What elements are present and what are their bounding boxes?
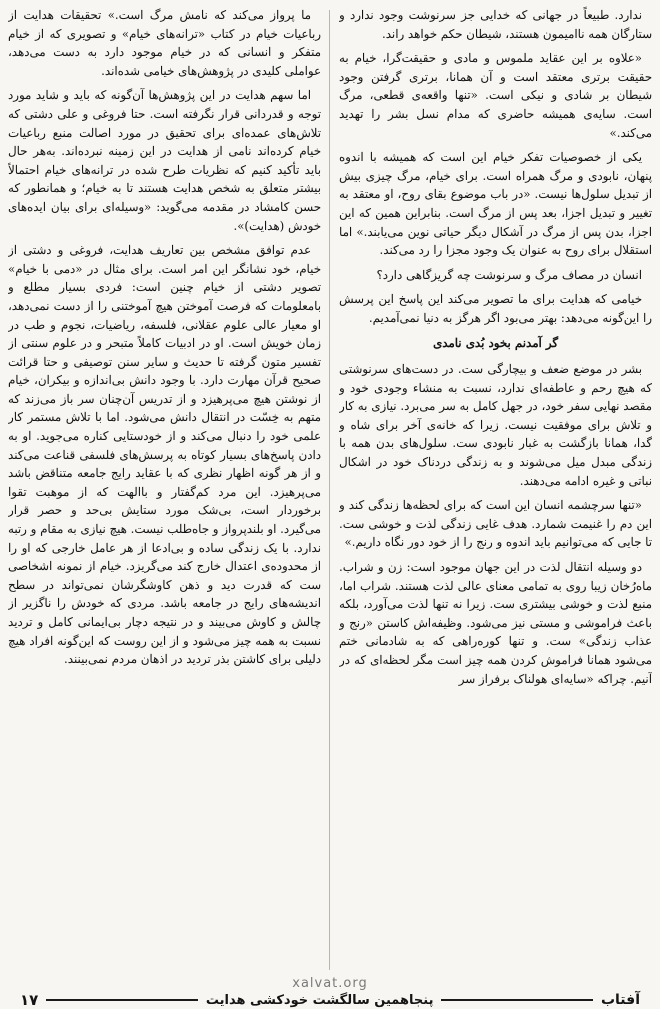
magazine-title: آفتاب [600, 992, 640, 1008]
paragraph: یکی از خصوصیات تفکر خیام این است که همیشه با اندوه پنهان، نابودی و مرگ همراه است. برای خیام، مرگ چیزی بیش از تبدیل سلول‌ها نیست. «در باب موضوع بقای روح، او معتقد به تغییر و تبدیل اجزا، بعد پس از مرگ است. بنابراین همین که این اجزا، بدن پس از مرگ در آشکال دیگر حیاتی نوین می‌یابند.» اما استقلال برای روح به عنوان یک وجود مجزا را رد می‌کند. [339, 150, 652, 258]
running-title: پنجاهمین سالگشت خودکشی هدایت [205, 992, 434, 1008]
footer-bar [20, 992, 640, 1008]
paragraph: خیامی که هدایت برای ما تصویر می‌کند این پاسخ این پرسش را این‌گونه می‌دهد: بهتر می‌بود اگر هرگز به دنیا نمی‌آمدیم. [339, 292, 652, 325]
paragraph: «تنها سرچشمه انسان این است که برای لحظه‌ها زندگی کند و این دم را غنیمت شمارد. هدف غایی زندگی لذت و خوشی ست. تا جایی که می‌توانیم باید اندوه و رنج را از خود دور نگاه داریم.» [339, 498, 652, 550]
paragraph: بشر در موضع ضعف و بیچارگی ست. در دست‌های سرنوشتی که هیچ رحم و عاطفه‌ای ندارد، نسبت به منشاء وجودی خود و مقصد نهایی سفر خود، در جهل کامل به سر می‌برد. نیازی به کار و تلاش برای موفقیت نیست. زیرا که خانه‌ی آخر برای شاه و گدا، همانا بازگشت به غبار نابودی ست. سلول‌های بدن همه با زندگی مبدل میل می‌شوند و به زندگی دردناک خود در اشکال نباتی و غیره ادامه می‌دهند. [339, 362, 652, 488]
left-column [8, 6, 321, 981]
footer-rule [441, 999, 593, 1001]
paragraph: ندارد. طبیعاً در جهانی که خدایی جز سرنوشت وجود ندارد و ستارگان همه ناامیمون هستند، شیطان حکم خواهد راند. [339, 8, 652, 41]
poem-verse: گر آمدنم بخود بُدی نامدی [432, 335, 559, 350]
paragraph: «علاوه بر این عقاید ملموس و مادی و حقیقت‌گرا، خیام به حقیقت برتری معتقد است و آن همانا، برتری گرفتن وجود شیطان بر شادی و نیکی است. «تنها واقعه‌ی قطعی، مرگ است. سایه‌ی همیشه حاضری که مدام نسل بشر را تهدید می‌کند.» [339, 51, 652, 140]
paragraph: اما سهم هدایت در این پژوهش‌ها آن‌گونه که باید و شاید مورد توجه و قدردانی قرار نگرفته است. حتا فروغی و علی دشتی که تلاش‌های عمده‌ای برای تحقیق در مورد اصالت منبع رباعیات خیام کرده‌اند نامی از هدایت در این زمینه نبرده‌اند. به‌هر حال باید تأکید کنیم که نظریات طرح شده در ترانه‌های خیام احتمالاً بیشتر متعلق به شخص هدایت هستند تا به خیام؛ و همانطور که حسن کامشاد در مقدمه می‌گوید: «وسیله‌ای برای بیان ایده‌های خودش (هدایت)». [8, 88, 321, 233]
column-divider [329, 10, 330, 970]
page-number: ۱۷ [20, 991, 39, 1009]
footer-rule [46, 999, 198, 1001]
watermark: xalvat.org [292, 976, 368, 991]
right-column [339, 6, 652, 981]
paragraph: انسان در مصاف مرگ و سرنوشت چه گریزگاهی دارد؟ [376, 267, 642, 282]
page-footer [0, 976, 660, 1009]
paragraph: ما پرواز می‌کند که نامش مرگ است.» تحقیقات هدایت از رباعیات خیام در کتاب «ترانه‌های خیام» و تصویری که از خیام متفکر و انسانی که در خیام موجود دارد به دست می‌دهد، عواملی کلیدی در پژوهش‌های خیامی شده‌اند. [8, 8, 321, 78]
paragraph: عدم توافق مشخص بین تعاریف هدایت، فروغی و دشتی از خیام، خود نشانگر این امر است. برای مثال در «دمی با خیام» تصویر دشتی از خیام چنین است: فردی بسیار مطلع و بامعلومات که فرصت آموختن هیچ آموختنی را از دست نمی‌دهد، او معیار عالی علوم عقلانی، فلسفه، ریاضیات، نجوم و طب در زمان خویش است. او در ادبیات کاملاً متبحر و در علوم سنتی از تفسیر متون گرفته تا حدیث و سایر سنن توصیفی و حتا قرائت صحیح قرآن مهارت دارد. با وجود دانش بی‌اندازه و بیکران، خیام از نوشتن هیچ می‌پرهیزد و از تدریس آن‌چنان سر باز می‌زند که متهم به خِسّت در انتقال دانش می‌شود. اما با تلاش مستمر کار علمی خود را دنبال می‌کند و از خودستایی کناره می‌جوید. او به دادن پاسخ‌های بسیار کوتاه به پرسش‌های فلسفی قناعت می‌کند و از هر گونه اظهار نظری که با عقاید رایج جامعه متناقض باشد می‌پرهیزد. این مرد کم‌گفتار و باالهت که از موهبت تقوا برخوردار است، بی‌شک مورد ستایش بی‌حد و حصر قرار می‌گیرد. او بلندپرواز و جاه‌طلب نیست. هیچ نیازی به مقام و رتبه ندارد. با یک زندگی ساده و بی‌ادعا از هر عامل خارجی که او را از محدوده‌ی اعتدال خارج کند می‌گریزد. خیام از نمونه اشخاصی ست که قدرت دید و ذهن کاوشگرشان نمی‌تواند در سطح اندیشه‌های رایج در جامعه باشد. مردی که خودش را ناگزیر از چالش و کاوش می‌بیند و در نتیجه دچار بی‌ایمانی کامل و تردید نسبت به همه چیز می‌شود و از این روست که این‌گونه افراد هیچ دلیلی برای کاشتن بذر تردید در اذهان مردم نمی‌بینند. [8, 243, 321, 667]
paragraph: دو وسیله انتقال لذت در این جهان موجود است: زن و شراب. ماه‌رُخان زیبا روی به تمامی معنای عالی لذت هستند. شراب اما، منبع لذت و خوشی بیشتری ست. زیرا نه تنها لذت می‌آورد، بلکه باعث فراموشی و مستی نیز می‌شود. وظیفه‌اش کاستن «رنج و عذاب زندگی» ست. و تنها کوره‌راهی که به شادمانی ختم می‌شود همانا فراموش کردن همه چیز است مگر لحظه‌ای که در آنیم. چراکه «سایه‌ای هولناک برفراز سر [339, 560, 652, 686]
